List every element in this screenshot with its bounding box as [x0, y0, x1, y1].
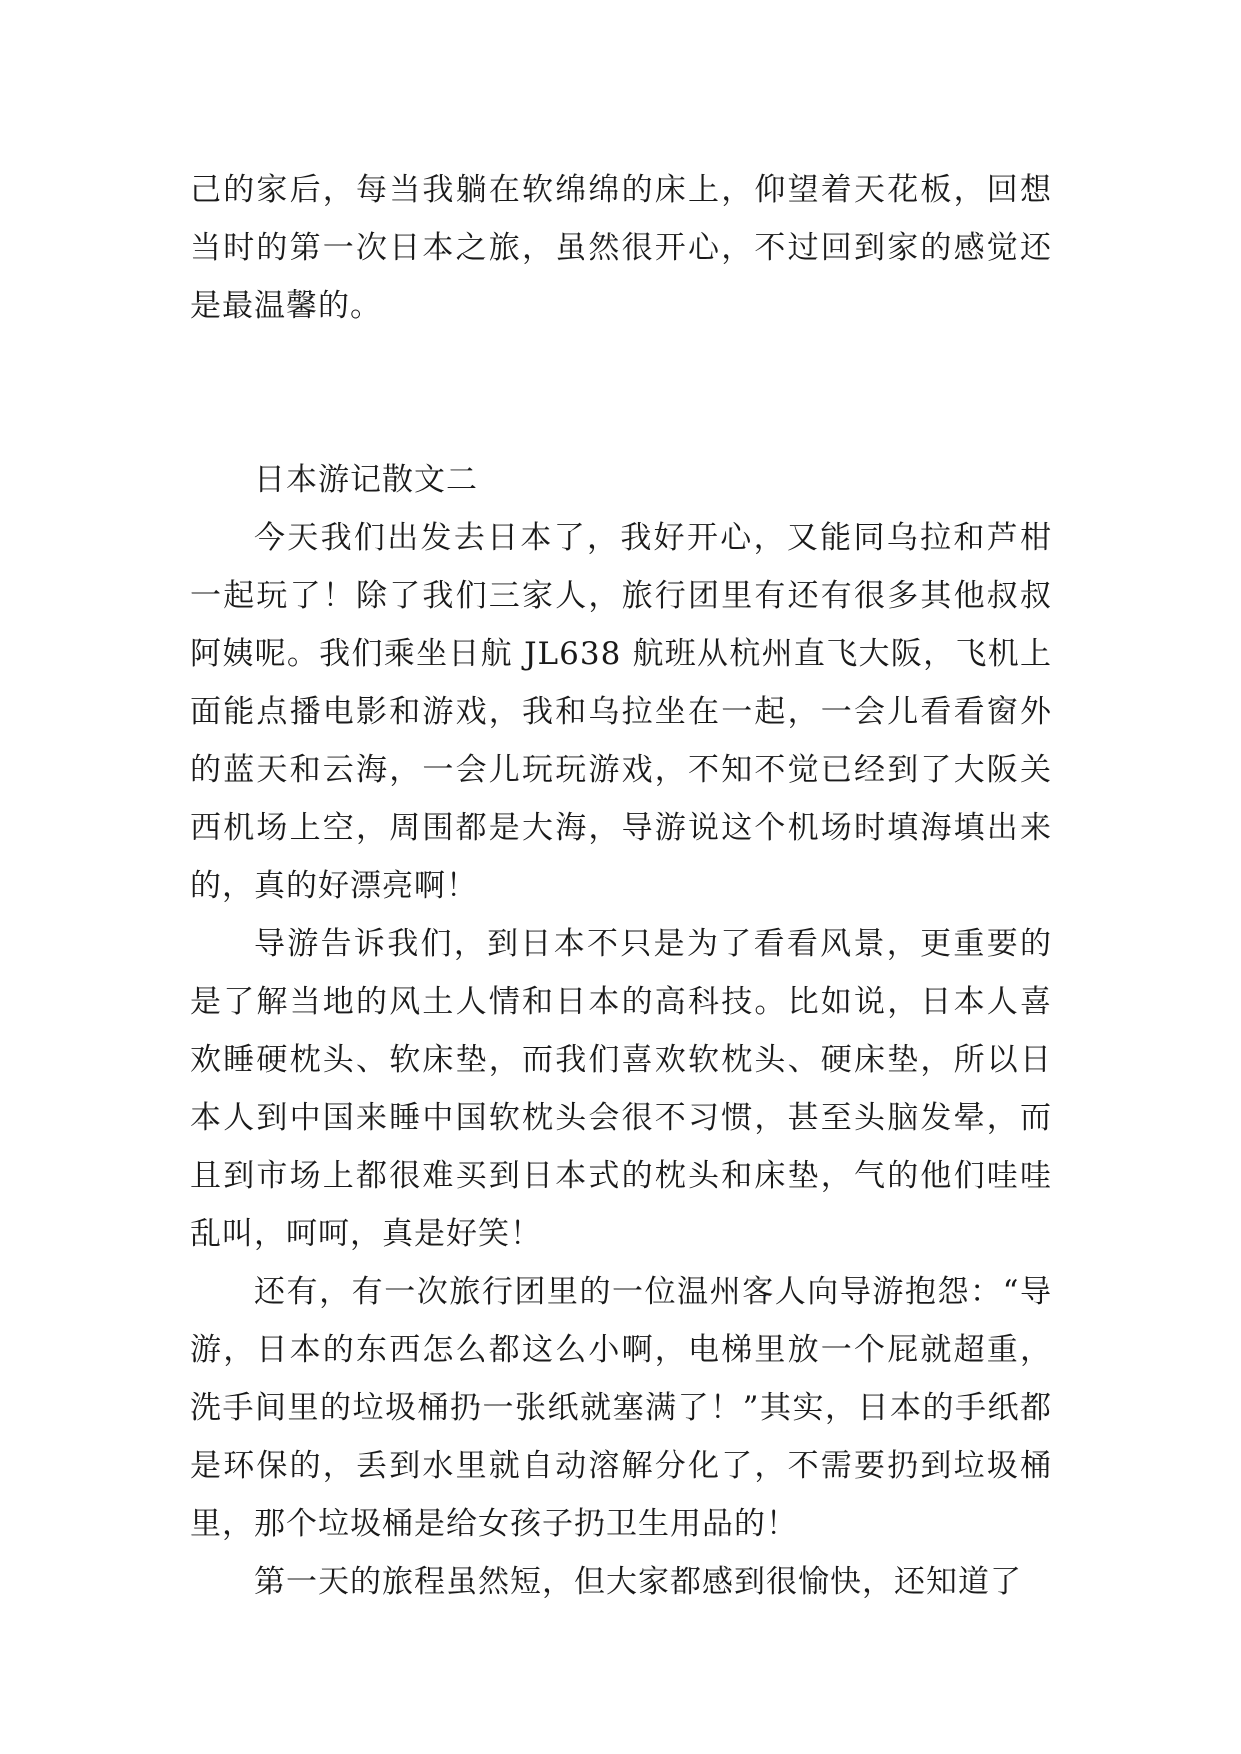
document-body — [190, 161, 1052, 1611]
continuation-paragraph: 己的家后，每当我躺在软绵绵的床上，仰望着天花板，回想当时的第一次日本之旅，虽然很开心，不过回到家的感觉还是最温馨的。 — [190, 172, 1052, 324]
section-title: 日本游记散文二 — [254, 462, 478, 498]
paragraph: 还有，有一次旅行团里的一位温州客人向导游抱怨：“导游，日本的东西怎么都这么小啊，电梯里放一个屁就超重，洗手间里的垃圾桶扔一张纸就塞满了！”其实，日本的手纸都是环保的，丢到水里就自动溶解分化了，不需要扔到垃圾桶里，那个垃圾桶是给女孩子扔卫生用品的！ — [190, 1274, 1052, 1542]
section-spacer — [190, 335, 1052, 451]
paragraph: 今天我们出发去日本了，我好开心，又能同乌拉和芦柑一起玩了！除了我们三家人，旅行团里有还有很多其他叔叔阿姨呢。我们乘坐日航 JL638 航班从杭州直飞大阪，飞机上面能点播电影和游戏，我和乌拉坐在一起，一会儿看看窗外的蓝天和云海，一会儿玩玩游戏，不知不觉已经到了大阪关西机场上空，周围都是大海，导游说这个机场时填海填出来的，真的好漂亮啊！ — [190, 520, 1052, 904]
paragraph: 导游告诉我们，到日本不只是为了看看风景，更重要的是了解当地的风土人情和日本的高科技。比如说，日本人喜欢睡硬枕头、软床垫，而我们喜欢软枕头、硬床垫，所以日本人到中国来睡中国软枕头会很不习惯，甚至头脑发晕，而且到市场上都很难买到日本式的枕头和床垫，气的他们哇哇乱叫，呵呵，真是好笑！ — [190, 926, 1052, 1252]
paragraph: 第一天的旅程虽然短，但大家都感到很愉快，还知道了 — [254, 1564, 1022, 1600]
